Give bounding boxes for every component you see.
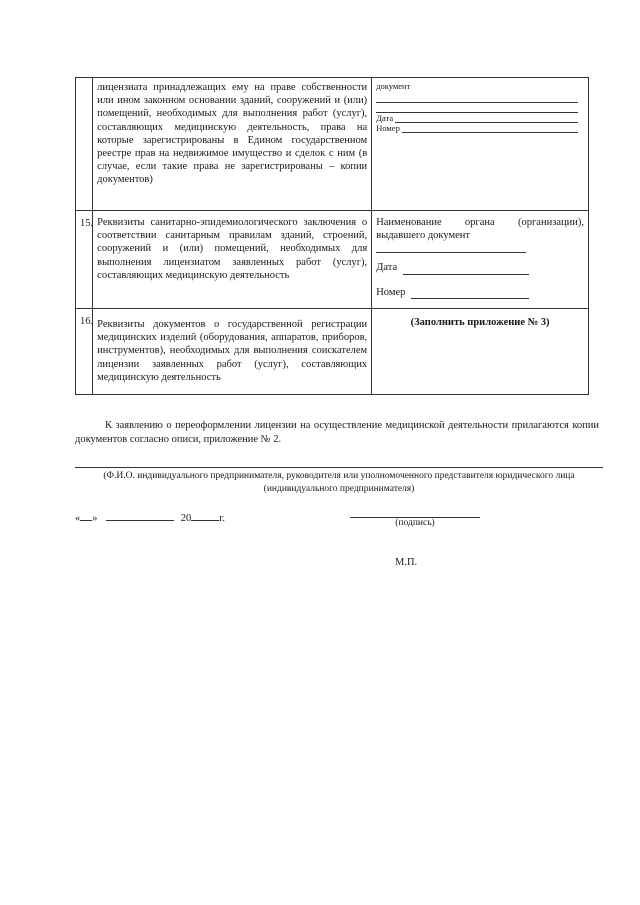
- date-field[interactable]: [376, 113, 584, 123]
- day-field[interactable]: [80, 510, 92, 521]
- date-label: Дата: [376, 113, 394, 123]
- name-signature-line[interactable]: [75, 467, 603, 468]
- caption-line-1: (Ф.И.О. индивидуального предпринимателя, руководителя или уполномоченного представителя юридического лица: [103, 471, 575, 481]
- row-number: 15.: [76, 211, 93, 309]
- year-prefix: 20: [180, 513, 192, 524]
- table-row: [76, 309, 589, 395]
- table-row: [76, 211, 589, 309]
- number-field[interactable]: [376, 286, 584, 299]
- close-quote: »: [92, 513, 98, 524]
- number-label: Номер: [376, 123, 400, 133]
- document-label: документ: [376, 81, 411, 91]
- row-number: [76, 78, 93, 211]
- name-signature-caption: [75, 470, 603, 496]
- row-description: Реквизиты документов о государственной регистрации медицинских изделий (оборудования, аппаратов, приборов, инструментов), необходимых для выполнения соискателем лицензии заявленных работ (услуг), составляющих медицинскую деятельность: [93, 309, 372, 395]
- open-quote: «: [75, 513, 81, 524]
- number-label: Номер: [376, 286, 406, 298]
- date-field[interactable]: [75, 510, 225, 524]
- date-field[interactable]: [376, 261, 584, 274]
- document-field-line-2[interactable]: [376, 103, 578, 113]
- row-value-cell: [372, 211, 589, 309]
- stamp-label: М.П.: [395, 557, 418, 568]
- table-row: [76, 78, 589, 211]
- date-label: Дата: [376, 262, 398, 274]
- appendix-note: (Заполнить приложение № 3): [410, 317, 550, 328]
- number-field[interactable]: [376, 123, 584, 133]
- row-description: Реквизиты санитарно-эпидемиологического заключения о соответствии санитарным правилам зданий, строений, сооружений и (или) помещений, необходимых для выполнения лицензиатом заявленных работ (услуг), составляющих медицинскую деятельность: [93, 211, 372, 309]
- year-field[interactable]: [191, 510, 219, 521]
- row-description: лицензиата принадлежащих ему на праве собственности или ином законном основании зданий, сооружений и (или) помещений, необходимых для выполнения работ (услуг), составляющих медицинскую деятельность, права на которые зарегистрированы в Едином государственном реестре прав на недвижимое имущество и сделок с ним (в случае, если такие права не зарегистрированы – копии документов): [93, 78, 372, 211]
- row-number: 16.: [76, 309, 93, 395]
- month-field[interactable]: [106, 510, 174, 521]
- org-label: Наименование органа (организации), выдавшего документ: [376, 217, 584, 242]
- signature-caption: (подпись): [395, 518, 435, 528]
- requisites-table: [75, 77, 589, 395]
- year-suffix: г.: [219, 513, 225, 524]
- row-value-cell: [372, 78, 589, 211]
- document-field-line[interactable]: [376, 93, 578, 103]
- attachment-paragraph: К заявлению о переоформлении лицензии на осуществление медицинской деятельности прилагаются копии документов согласно описи, приложение № 2.: [75, 420, 599, 445]
- org-field-line[interactable]: [376, 242, 526, 253]
- row-value-cell: [372, 309, 589, 395]
- caption-line-2: (индивидуального предпринимателя): [263, 484, 415, 494]
